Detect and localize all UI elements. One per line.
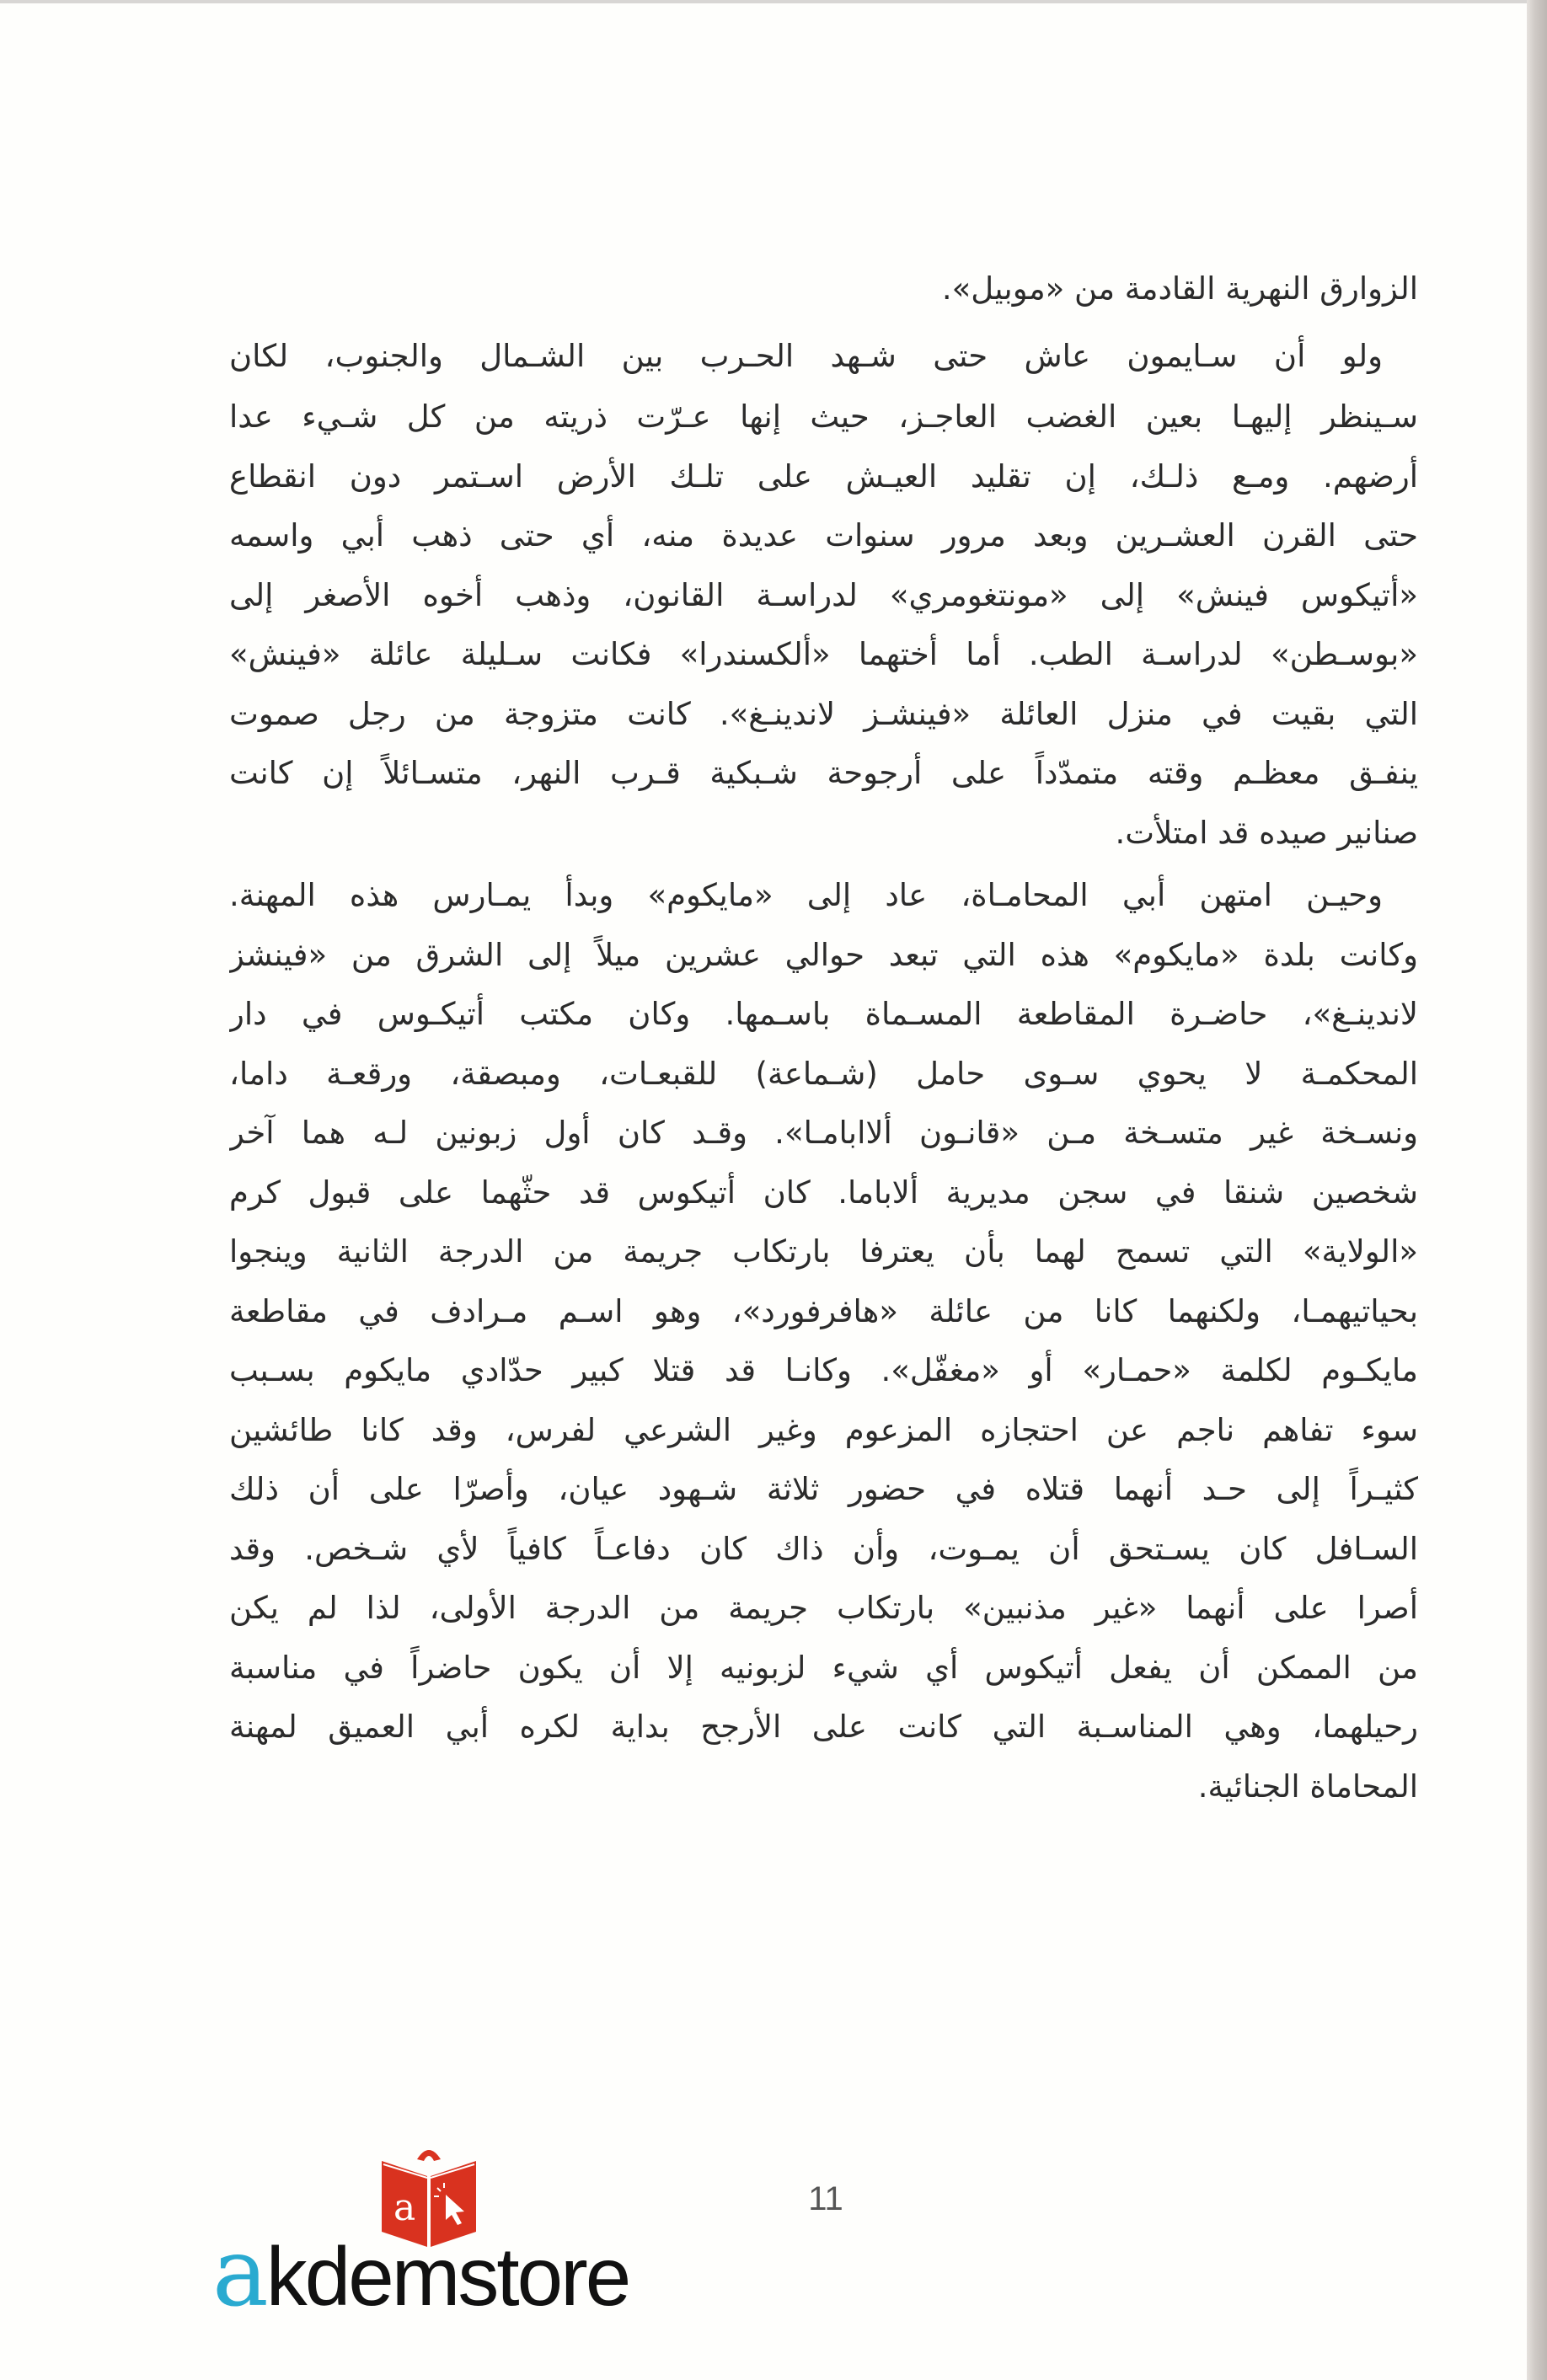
brand-wordmark [212, 2218, 629, 2328]
paragraph-first-line: ولو أن سـايمون عاش حتى شـهد الحـرب بين الشـمال والجنوب، لكان [229, 338, 1383, 374]
text-line: بحياتيهمـا، ولكنهما كانا من عائلة «هافرفورد»، وهو اسـم مـرادف في مقاطعة [229, 1293, 1418, 1329]
text-line: رحيلهما، وهي المناسـبة التي كانت على الأرجح بداية لكره أبي العميق لمهنة [229, 1709, 1418, 1745]
brand-wordmark-rest: kdemstore [265, 2230, 629, 2323]
brand-wordmark-a: a [212, 2218, 266, 2328]
text-line: «الولاية» التي تسمح لهما بأن يعترفا بارتكاب جريمة من الدرجة الثانية وينجوا [229, 1233, 1418, 1270]
text-line: صنانير صيده قد امتلأت. [1115, 815, 1418, 851]
text-line: وكانت بلدة «مايكوم» هذه التي تبعد حوالي عشرين ميلاً إلى الشرق من «فينشز [229, 937, 1418, 973]
paragraph-first-line: وحيـن امتهن أبي المحامـاة، عاد إلى «مايكوم» وبدأ يمـارس هذه المهنة. [229, 877, 1383, 913]
book-logo-letter: a [393, 2186, 416, 2229]
text-line: من الممكن أن يفعل أتيكوس أي شيء لزبونيه إلا أن يكون حاضراً في مناسبة [229, 1650, 1418, 1686]
text-line: مايكـوم لكلمة «حمـار» أو «مغفّل». وكانـا قد قتلا كبير حدّادي مايكوم بسـبب [229, 1352, 1418, 1388]
text-line: ينفـق معظـم وقته متمدّداً على أرجوحة شـبكية قـرب النهر، متسـائلاً إن كانت [229, 755, 1418, 791]
text-line: أصرا على أنهما «غير مذنبين» بارتكاب جريمة من الدرجة الأولى، لذا لم يكن [229, 1590, 1418, 1626]
text-line: التي بقيت في منزل العائلة «فينشـز لاندينـغ». كانت متزوجة من رجل صموت [229, 696, 1418, 732]
text-line: شخصين شنقا في سجن مديرية ألاباما. كان أتيكوس قد حثّهما على قبول كرم [229, 1174, 1418, 1211]
text-line: كثيـراً إلى حـد أنهما قتلاه في حضور ثلاثة شـهود عيان، وأصرّا على أن ذلك [229, 1471, 1418, 1507]
text-line: حتى القرن العشـرين وبعد مرور سنوات عديدة منه، أي حتى ذهب أبي واسمه [229, 517, 1418, 554]
book-logo-bow [417, 2150, 441, 2161]
page-right-edge-shadow [1527, 0, 1547, 2380]
text-line: المحكمـة لا يحوي سـوى حامل (شـماعة) للقبعـات، ومبصقة، ورقعـة داما، [229, 1056, 1418, 1092]
text-line: سوء تفاهم ناجم عن احتجازه المزعوم وغير الشرعي لفرس، وقد كانا طائشين [229, 1412, 1418, 1448]
page-number: 11 [808, 2180, 843, 2217]
text-line: أرضهم. ومـع ذلـك، إن تقليد العيـش على تلـك الأرض اسـتمر دون انقطاع [229, 458, 1418, 495]
text-line: المحاماة الجنائية. [1197, 1768, 1418, 1805]
text-line: «أتيكوس فينش» إلى «مونتغومري» لدراسـة القانون، وذهب أخوه الأصغر إلى [229, 577, 1418, 613]
text-line: سـينظر إليهـا بعين الغضب العاجـز، حيث إنها عـرّت ذريته من كل شـيء عدا [229, 398, 1418, 435]
text-line: ونسـخة غير متسـخة مـن «قانـون ألاابامـا». وقـد كان أول زبونين لـه هما آخر [229, 1115, 1418, 1151]
text-line: «بوسـطن» لدراسـة الطب. أما أختهما «ألكسندرا» فكانت سـليلة عائلة «فينش» [229, 636, 1418, 672]
text-line: الزوارق النهرية القادمة من «موبيل». [941, 270, 1418, 307]
text-line: السـافل كان يسـتحق أن يمـوت، وأن ذاك كان دفاعـاً كافياً لأي شـخص. وقد [229, 1531, 1418, 1567]
body-text [229, 0, 1418, 2190]
text-line: لاندينـغ»، حاضـرة المقاطعة المسـماة باسـمها. وكان مكتب أتيكـوس في دار [229, 996, 1418, 1032]
